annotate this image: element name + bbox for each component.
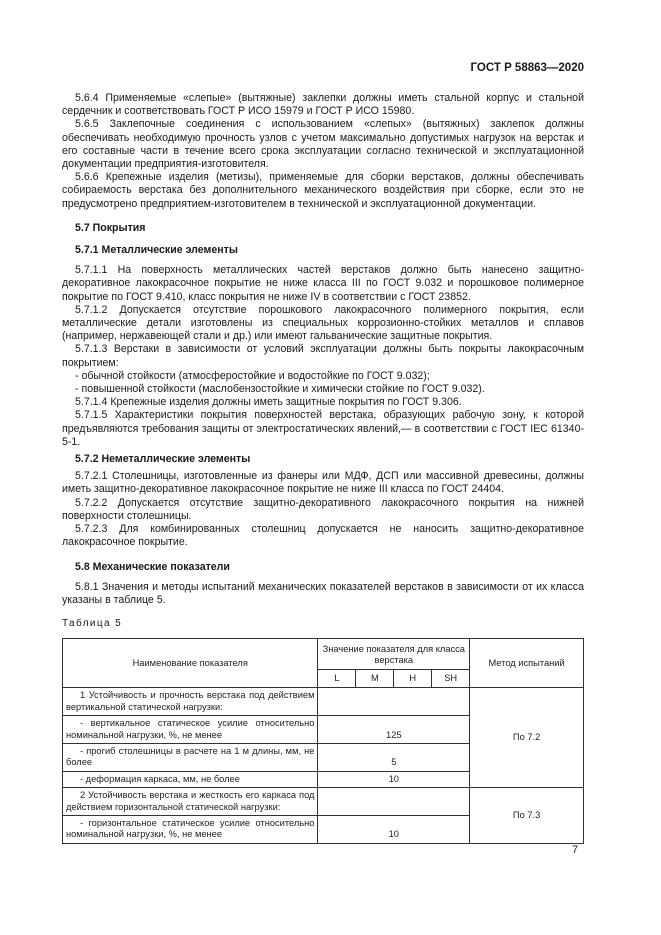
- table-5: [62, 638, 584, 843]
- row-value: [318, 688, 470, 716]
- paragraph-5-7-1-5: 5.7.1.5 Характеристики покрытия поверхностей верстака, образующих рабочую зону, к которой предъявляются требования защиты от электростатических явлений,— в соответствии с ГОСТ IEC 61340-5-1.: [62, 409, 584, 448]
- section-heading-5-7-2: 5.7.2 Неметаллические элементы: [75, 453, 251, 466]
- list-item: - повышенной стойкости (маслобензостойкие и химически стойкие по ГОСТ 9.032).: [75, 383, 485, 396]
- row-value: [318, 788, 470, 816]
- row-name: 1 Устойчивость и прочность верстака под действием вертикальной статической нагрузки:: [63, 688, 318, 716]
- paragraph-5-8-1: 5.8.1 Значения и методы испытаний механических показателей верстаков в зависимости от их класса указаны в таблице 5.: [62, 580, 584, 606]
- row-value: 10: [318, 771, 470, 787]
- paragraph-5-6-6: 5.6.6 Крепежные изделия (метизы), применяемые для сборки верстаков, должны обеспечивать собираемость верстака без дополнительного механического воздействия при сборке, если это не предусмотрено предприятием-изготовителем в технической и эксплуатационной документации.: [62, 171, 584, 210]
- page-number: 7: [572, 844, 579, 856]
- standard-designation: ГОСТ Р 58863—2020: [470, 62, 584, 74]
- row-name: - деформация каркаса, мм, не более: [63, 771, 318, 787]
- row-name: - прогиб столешницы в расчете на 1 м длины, мм, не более: [63, 743, 318, 771]
- section-heading-5-7: 5.7 Покрытия: [75, 221, 146, 234]
- header-class-h: H: [394, 669, 432, 688]
- table-row: [63, 688, 584, 716]
- paragraph-5-6-4: 5.6.4 Применяемые «слепые» (вытяжные) заклепки должны иметь стальной корпус и стальной сердечник и соответствовать ГОСТ Р ИСО 15979 и ГОСТ Р ИСО 15980.: [62, 92, 584, 118]
- paragraph-5-6-5: 5.6.5 Заклепочные соединения с использованием «слепых» (вытяжных) заклепок должны обеспечивать необходимую прочность узлов с учетом максимально допустимых нагрузок на верстак и его составные части в течение всего срока эксплуатации согласно технической и эксплуатационной документации предприятия-изготовителя.: [62, 118, 584, 171]
- row-method: По 7.3: [470, 788, 584, 844]
- header-class-m: M: [356, 669, 394, 688]
- header-indicator-value: Значение показателя для класса верстака: [318, 639, 470, 669]
- row-value: 125: [318, 716, 470, 744]
- header-class-l: L: [318, 669, 356, 688]
- paragraph-5-7-1-3: 5.7.1.3 Верстаки в зависимости от условий эксплуатации должны быть покрыты лакокрасочным покрытием:: [62, 343, 584, 369]
- row-method: По 7.2: [470, 688, 584, 788]
- list-item: - обычной стойкости (атмосферостойкие и водостойкие по ГОСТ 9.032);: [75, 369, 430, 382]
- paragraph-5-7-2-1: 5.7.2.1 Столешницы, изготовленные из фанеры или МДФ, ДСП или массивной древесины, должны иметь защитно-декоративное лакокрасочное покрытие не ниже III класса по ГОСТ 24404.: [62, 470, 584, 496]
- paragraph-5-7-2-3: 5.7.2.3 Для комбинированных столешниц допускается не наносить защитно-декоративное лакокрасочное покрытие.: [62, 523, 584, 549]
- paragraph-5-7-2-2: 5.7.2.2 Допускается отсутствие защитно-декоративного лакокрасочного покрытия на нижней поверхности столешницы.: [62, 496, 584, 522]
- header-indicator-name: Наименование показателя: [63, 639, 318, 688]
- paragraph-5-7-1-1: 5.7.1.1 На поверхность металлических частей верстаков должно быть нанесено защитно-декоративное лакокрасочное покрытие не ниже класса III по ГОСТ 9.032 и порошковое полимерное покрытие по ГОСТ 9.410, класс покрытия не ниже IV в соответствии с ГОСТ 23852.: [62, 264, 584, 303]
- paragraph-5-7-1-2: 5.7.1.2 Допускается отсутствие порошкового лакокрасочного полимерного покрытия, если металлические детали изготовлены из специальных коррозионно-стойких металлов и сплавов (например, нержавеющей стали и др.) или имеют гальванические защитные покрытия.: [62, 303, 584, 343]
- section-heading-5-7-1: 5.7.1 Металлические элементы: [75, 244, 238, 257]
- header-test-method: Метод испытаний: [470, 639, 584, 688]
- row-value: 10: [318, 815, 470, 843]
- header-class-sh: SH: [432, 669, 470, 688]
- row-name: 2 Устойчивость верстака и жесткость его каркаса под действием горизонтальной статической нагрузки:: [63, 788, 318, 816]
- row-value: 5: [318, 743, 470, 771]
- table-row: [63, 788, 584, 816]
- row-name: - горизонтальное статическое усилие относительно номинальной нагрузки, %, не менее: [63, 815, 318, 843]
- paragraph-5-7-1-4: 5.7.1.4 Крепежные изделия должны иметь защитные покрытия по ГОСТ 9.306.: [75, 396, 462, 409]
- section-heading-5-8: 5.8 Механические показатели: [75, 560, 230, 573]
- document-body: [62, 92, 584, 844]
- row-name: - вертикальное статическое усилие относительно номинальной нагрузки, %, не менее: [63, 716, 318, 744]
- table-caption: Таблица 5: [62, 618, 123, 630]
